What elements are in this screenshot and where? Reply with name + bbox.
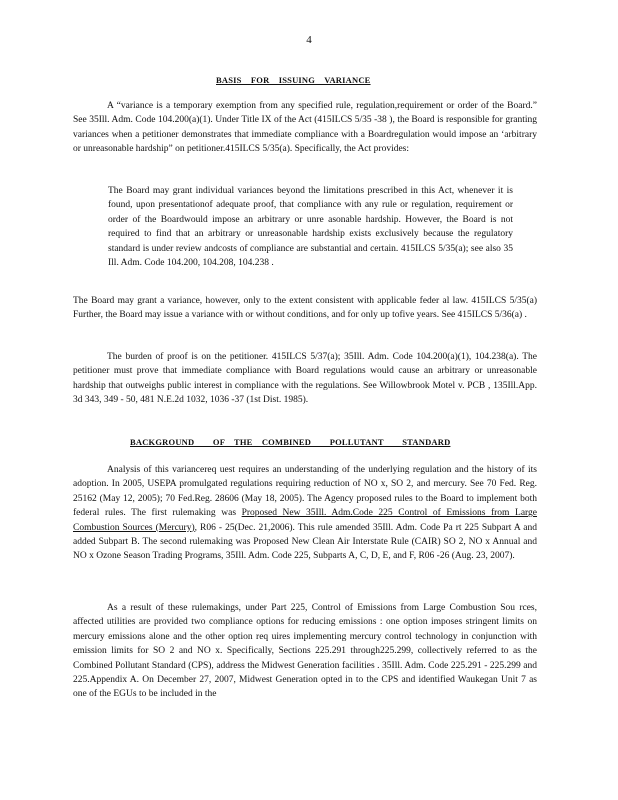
heading-basis-for-issuing-variance: BASIS FOR ISSUING VARIANCE [216, 75, 371, 85]
rulemaking-title-mercury: Proposed New 35Ill. Adm.Code 225 Control of Emissions from Large Combustion Sources (Mercury) [73, 508, 538, 533]
block-quote-act: The Board may grant individual variances beyond the limitations prescribed in this Act, whenever it is found, upon presentationof adequate proof, that compliance with any rule or regulation, requirement or order of the Boardwould impose an arbitrary or unre asonable hardship. However, the Board is not required to find that an arbitrary or unreasonable hardship exists exclusively because the regulatory standard is under review andcosts of compliance are substantial and certain. 415ILCS 5/35(a); see also 35 Ill. Adm. Code 104.200, 104.208, 104.238 . [108, 186, 513, 269]
paragraph-rulemakings-result: As a result of these rulemakings, under Part 225, Control of Emissions from Large Combustion Sou rces, affected utilities are provided two compliance options for reducing emissions : one option imposes stringent limits on mercury emissions alone and the other option req uires implementing mercury control technology in conjunction with emission limits for SO 2 and NO x. Specifically, Sections 225.291 through225.299, collectively referred to as the Combined Pollutant Standard (CPS), address the Midwest Generation facilities . 35Ill. Adm. Code 225.291 - 225.299 and 225.Appendix A. On December 27, 2007, Midwest Generation opted in to the CPS and identified Waukegan Unit 7 as one of the EGUs to be included in the [73, 603, 537, 700]
paragraph-variance-extent: The Board may grant a variance, however, only to the extent consistent with applicable feder al law. 415ILCS 5/35(a) Further, the Board may issue a variance with or without conditions, and for only up tofive years. See 415ILCS 5/36(a) . [73, 296, 537, 321]
analysis-text-part1: Analysis of this variancereq uest requires an understanding of the underlying regulation and the history of its adoption. In 2005, USEPA promulgated regulations requiring reduction of NO x, SO 2, and mercury. See 70 Fed. Reg. 25162 (May 12, 2005); 70 Fed.Reg. 28606 (May 18, 2005). The Agency proposed rules to the Board to implement both federal rules. The first rulemaking was [73, 465, 537, 519]
paragraph-analysis-history [73, 463, 537, 564]
paragraph-variance-definition: A “variance is a temporary exemption from any specified rule, regulation,requirement or order of the Board.” See 35Ill. Adm. Code 104.200(a)(1). Under Title IX of the Act (415ILCS 5/35 -38 ), the Board is responsible for granting variances when a petitioner demonstrates that immediate compliance with a Boardregulation would impose an ‘arbitrary or unreasonable hardship” on petitioner.415ILCS 5/35(a). Specifically, the Act provides: [73, 101, 537, 155]
paragraph-burden-of-proof: The burden of proof is on the petitioner. 415ILCS 5/37(a); 35Ill. Adm. Code 104.200(a)(1), 104.238(a). The petitioner must prove that immediate compliance with Board regulations would cause an arbitrary or unreasonable hardship that outweighs public interest in compliance with the regulations. See Willowbrook Motel v. PCB , 135Ill.App. 3d 343, 349 - 50, 481 N.E.2d 1032, 1036 -37 (1st Dist. 1985). [73, 352, 537, 406]
heading-background-combined-pollutant-standard: BACKGROUND OF THE COMBINED POLLUTANT STANDARD [130, 437, 451, 447]
analysis-text-part2: , R06 - 25(Dec. 21,2006). This rule amended 35Ill. Adm. Code Pa rt 225 Subpart A and added Subpart B. The second rulemaking was Proposed New Clean Air Interstate Rule (CAIR) SO 2, NO x Annual and NO x Ozone Season Trading Programs, 35Ill. Adm. Code 225, Subparts A, C, D, E, and F, R06 -26 (Aug. 23, 2007). [73, 522, 537, 562]
page-number: 4 [306, 34, 312, 46]
